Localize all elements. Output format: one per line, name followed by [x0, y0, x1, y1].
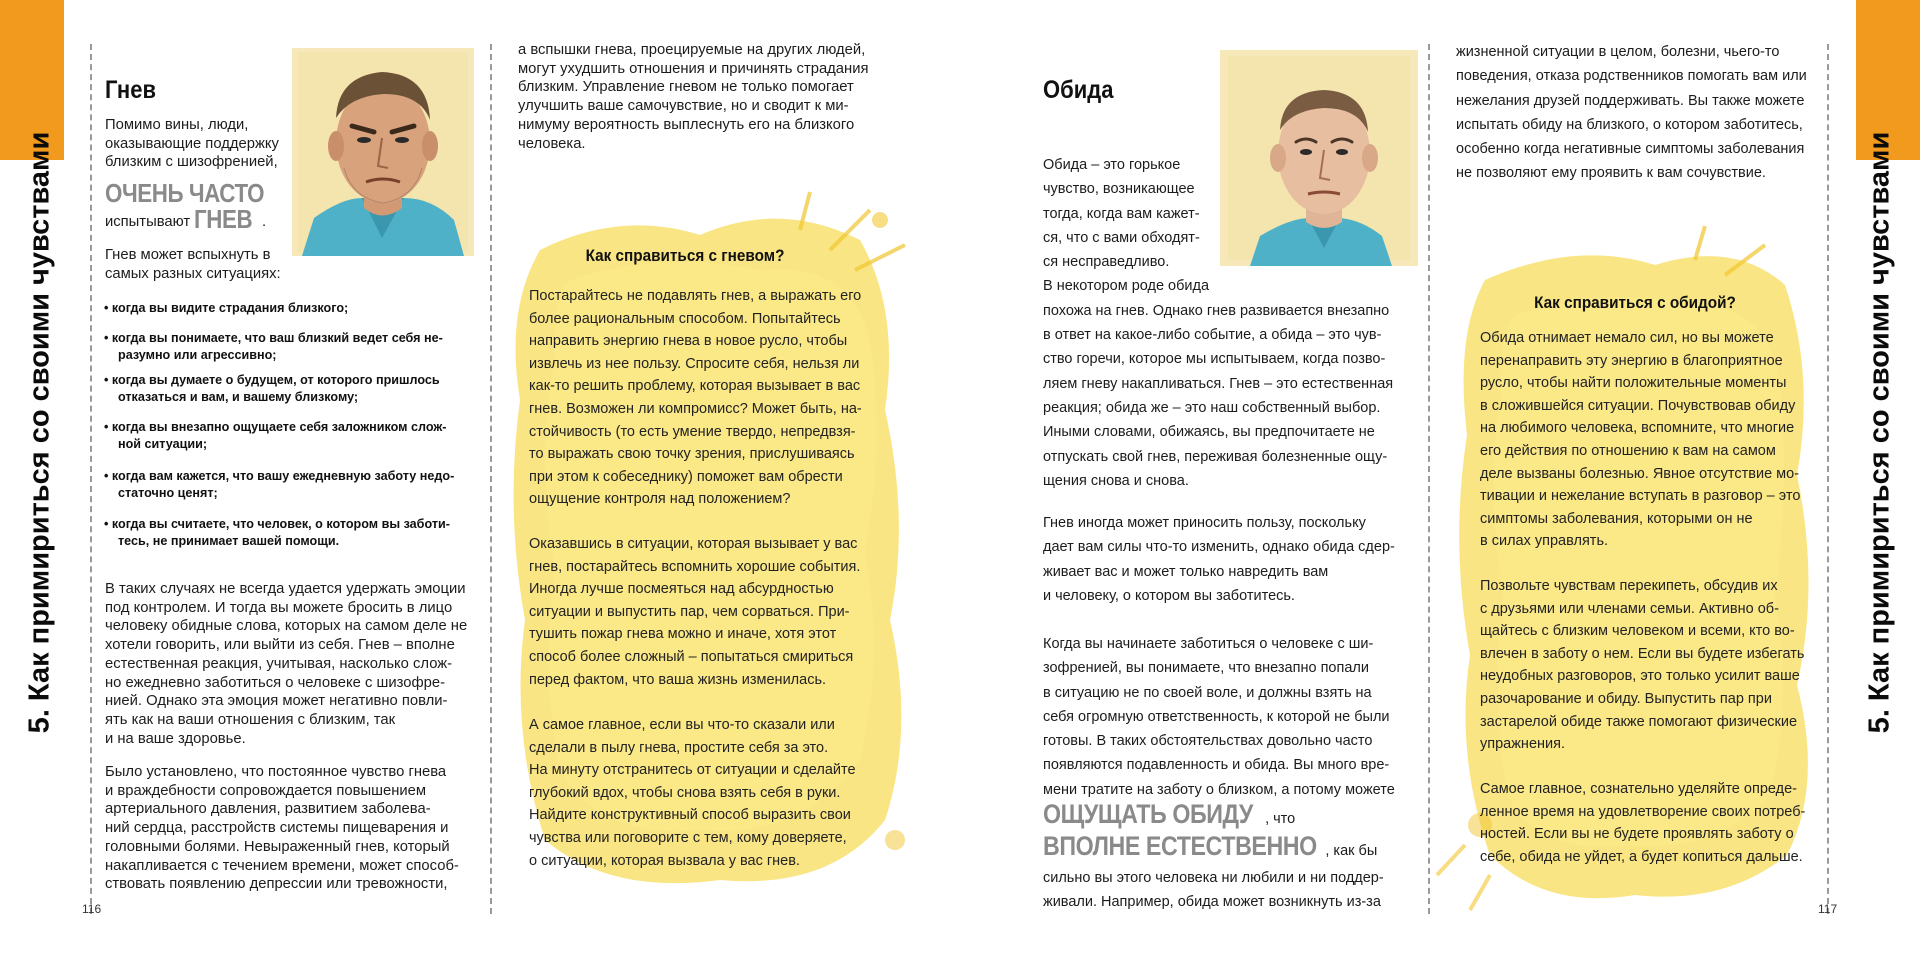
highlight-text: ОЩУЩАТЬ ОБИДУ	[1043, 799, 1253, 829]
left-side-title: 5. Как примириться со своими чувствами	[23, 131, 56, 733]
page-number-right: 117	[1818, 902, 1838, 916]
resentment-paragraph-2: Гнев иногда может приносить пользу, поскольку дает вам силы что-то изменить, однако обида сдер- живает вас и может только навредить вам и человеку, о котором вы заботитесь.	[1043, 515, 1395, 604]
anger-highlight-2-line	[105, 204, 267, 234]
resentment-paragraph-3: Когда вы начинаете заботиться о человеке с ши- зофренией, вы понимаете, что внезапно попали в ситуацию не по своей воле, и должны взять на себя огромную ответственность, к которой не были готовы. В таких обстоятельствах довольно часто появляются подавленность и обида. Вы много вре- мени тратите на заботу о близком, а потому можете	[1043, 636, 1395, 798]
right-side-title: 5. Как примириться со своими чувствами	[1863, 131, 1896, 733]
text-fragment: , как бы	[1325, 843, 1378, 859]
anger-box-paragraph-2: Оказавшись в ситуации, которая вызывает у вас гнев, постарайтесь вспомнить хорошие события. Иногда лучше посмеяться над абсурдностью ситуации и выпустить пар, чем сорваться. При- тушить пожар гнева можно и иначе, хотя этот способ более сложный – попытаться смириться перед фактом, что ваша жизнь изменилась.	[529, 536, 861, 688]
bullet-item: • когда вы видите страдания близкого;	[104, 301, 349, 315]
text-fragment: испытывают	[105, 214, 191, 230]
bullet-item: • когда вы считаете, что человек, о котором вы заботи- тесь, не принимает вашей помощи.	[104, 517, 450, 548]
anger-paragraph-1: В таких случаях не всегда удается удержать эмоции под контролем. И тогда вы можете бросить в лицо человеку обидные слова, которых на самом деле не хотели говорить, или выйти из себя. Гнев – вполне естественная реакция, учитывая, насколько слож- но ежедневно заботиться о человеке с шизофре- нией. Однако эта эмоция может негативно повли- ять как на ваши отношения с близким, так и на ваше здоровье.	[105, 581, 468, 747]
bullet-item: • когда вы внезапно ощущаете себя заложником слож- ной ситуации;	[104, 420, 447, 451]
anger-intro	[105, 116, 285, 172]
anger-paragraph-2: Было установлено, что постоянное чувство гнева и враждебности сопровождается повышением артериального давления, развитием заболева- ний сердца, расстройств системы пищеварения и головными болями. Невыраженный гнев, который накапливается с течением времени, может способ- ствовать появлению депрессии или тревожности,	[105, 764, 459, 893]
highlight-text: ОЧЕНЬ ЧАСТО	[105, 178, 265, 208]
text-line: оказывающие поддержку	[105, 135, 279, 152]
anger-bullet-list	[104, 300, 454, 556]
column-divider	[490, 44, 492, 914]
text-line: Помимо вины, люди,	[105, 117, 249, 133]
anger-box-paragraph-1: Постарайтесь не подавлять гнев, а выражать его более рациональным способом. Попытайтесь направить энергию гнева в новое русло, чтобы извлечь из нее пользу. Спросите себя, нельзя ли как-то решить проблему, которая вызывает в вас гнев. Возможен ли компромисс? Может быть, на- стойчивость (то есть умение твердо, непредвзя- то выражать свою точку зрения, прислушиваясь при этом к собеседнику) поможет вам обрести ощущение контроля над положением?	[529, 288, 862, 508]
resentment-paragraph-3-end: сильно вы этого человека ни любили и ни поддер- живали. Например, обида может возникнуть из-за	[1043, 870, 1384, 911]
bullet-item: • когда вы думаете о будущем, от которого пришлось отказаться и вам, и вашему близкому;	[104, 373, 440, 404]
resentment-box-title: Как справиться с обидой?	[1534, 293, 1736, 312]
resentment-box-paragraph-3: Самое главное, сознательно уделяйте опреде- ленное время на удовлетворение своих потреб- ностей. Если вы не будете проявлять заботу о себе, обида не уйдет, а будет копиться дальше.	[1480, 781, 1806, 865]
anger-continued-text: а вспышки гнева, проецируемые на других людей, могут ухудшить отношения и причинять страдания близким. Управление гневом не только помогает улучшить ваше самочувствие, но и сводит к ми- нимуму вероятность выплеснуть его на близкого человека.	[518, 42, 869, 152]
text-fragment: .	[261, 214, 267, 230]
resentment-highlight-1-line	[1043, 799, 1296, 831]
bullet-item: • когда вам кажется, что вашу ежедневную заботу недо- статочно ценят;	[104, 469, 455, 500]
anger-intro-end	[105, 246, 295, 283]
resentment-continued-text: жизненной ситуации в целом, болезни, чьего-то поведения, отказа родственников помогать вам или нежелания друзей поддерживать. Вы также можете испытать обиду на близкого, о котором заботитесь, особенно когда негативные симптомы заболевания не позволяют ему проявить к вам сочувствие.	[1456, 44, 1807, 182]
resentment-box-paragraph-1: Обида отнимает немало сил, но вы можете перенаправить эту энергию в благоприятное русло, чтобы найти положительные моменты в сложившейся ситуации. Почувствовав обиду на любимого человека, вспомните, что многие его действия по отношению к вам на самом деле вызваны болезнью. Явное отсутствие мо- тивации и нежелание вступать в разговор – это симптомы заболевания, которыми он не в силах управлять.	[1480, 330, 1801, 550]
highlight-text: ВПОЛНЕ ЕСТЕСТВЕННО	[1043, 831, 1317, 861]
text-line: близким с шизофренией,	[105, 154, 278, 171]
bullet-item: • когда вы понимаете, что ваш близкий ведет себя не- разумно или агрессивно;	[104, 331, 443, 362]
page-number-left: 116	[82, 902, 102, 916]
anger-box-title: Как справиться с гневом?	[585, 246, 785, 265]
column-divider	[1428, 44, 1430, 914]
resentment-highlight-2-line	[1043, 831, 1378, 863]
resentment-box-paragraph-2: Позвольте чувствам перекипеть, обсудив их с друзьями или членами семьи. Активно об- щайтесь с близким человеком и всеми, кто во- влечен в заботу о нем. Если вы будете избегать неудобных разговоров, это только усилит ваше разочарование и обиду. Выпустить пар при застарелой обиде также помогают физические упражнения.	[1480, 578, 1805, 753]
heading-resentment: Обида	[1043, 76, 1114, 104]
column-divider	[90, 44, 92, 914]
text-fragment: , что	[1265, 811, 1296, 827]
text-line: Гнев может вспыхнуть в	[105, 247, 271, 263]
heading-anger: Гнев	[105, 76, 156, 104]
angry-man-portrait-illustration	[292, 48, 474, 256]
resentment-intro: Обида – это горькое чувство, возникающее тогда, когда вам кажет- ся, что с вами обходят- ся несправедливо. В некотором роде обида похожа на гнев. Однако гнев развивается внезапно в ответ на какое-либо событие, а обида – это чув- ство горечи, которое мы испытываем, когда позво- ляем гневу накапливаться. Гнев – это естественная реакция; обида же – это наш собственный выбор. Иными словами, обижаясь, вы предпочитаете не отпускать свой гнев, переживая болезненные ощу- щения снова и снова.	[1043, 157, 1394, 489]
highlight-text: ГНЕВ	[194, 204, 253, 234]
text-line: самых разных ситуациях:	[105, 265, 281, 282]
anger-box-paragraph-3: А самое главное, если вы что-то сказали или сделали в пылу гнева, простите себя за это. На минуту отстранитесь от ситуации и сделайте глубокий вдох, чтобы снова взять себя в руки. Найдите конструктивный способ выразить свои чувства или поговорите с тем, кому доверяете, о ситуации, которая вызвала у вас гнев.	[529, 717, 856, 869]
